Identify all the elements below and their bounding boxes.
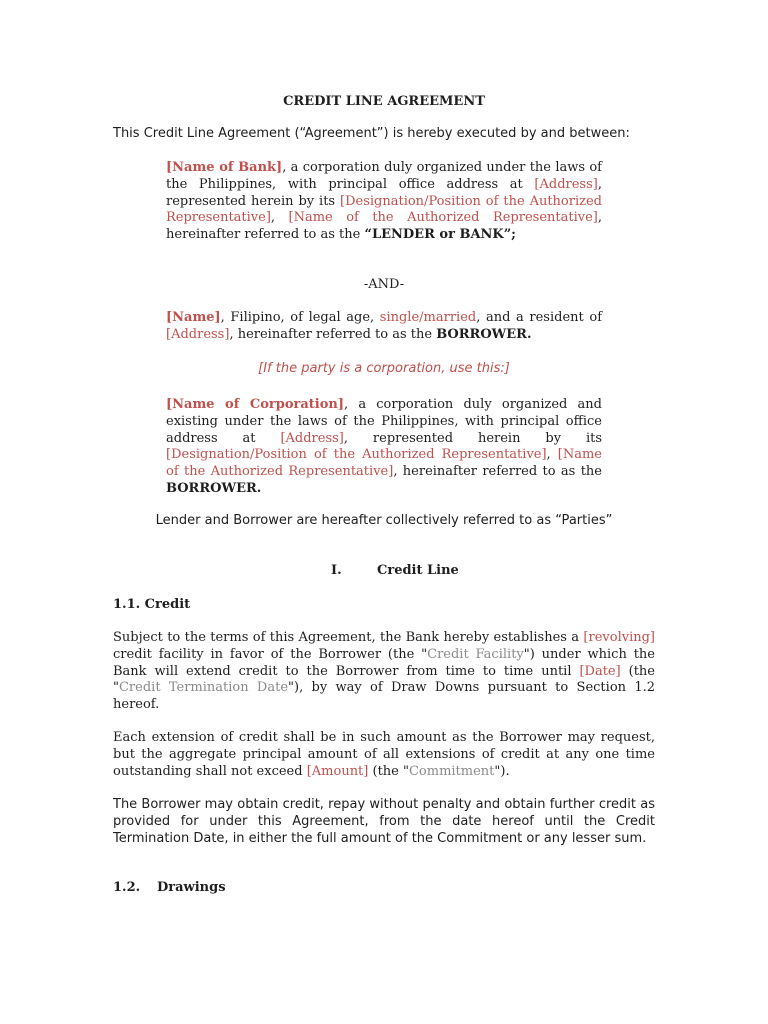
subsection-1-1-heading: 1.1. Credit xyxy=(113,597,191,612)
corp-designation-placeholder: [Designation/Position of the Authorized Representative] xyxy=(166,447,547,463)
amount-placeholder: [Amount] xyxy=(306,763,369,779)
credit-paragraph-2: Each extension of credit shall be in such amount as the Borrower may request, but the aggregate principal amount of all extensions of credit at any one time outstanding shall not exceed [Amount] (the "Commitment"). xyxy=(113,730,655,779)
credit-termination-date-term: Credit Termination Date xyxy=(118,680,289,696)
bank-name-placeholder: [Name of Bank] xyxy=(166,160,283,175)
bank-party-paragraph: [Name of Bank], a corporation duly organized under the laws of the Philippines, with principal office address at [Address], represented herein by its [Designation/Position of the Authorized Representative], [Name of the Authorized Representative], hereinafter referred to as the “LENDER or BANK”; xyxy=(166,160,603,243)
civil-status-placeholder: single/married xyxy=(379,310,477,325)
corp-borrower-label: BORROWER. xyxy=(166,480,262,496)
corp-rep-name-placeholder: [Name of the Authorized Representative] xyxy=(166,447,602,480)
lender-label: “LENDER or BANK”; xyxy=(364,227,516,243)
bank-rep-name-placeholder: [Name of the Authorized Representative] xyxy=(288,210,598,226)
borrower-address-placeholder: [Address] xyxy=(166,326,230,342)
revolving-placeholder: [revolving] xyxy=(583,630,655,645)
borrower-label: BORROWER. xyxy=(436,326,532,342)
credit-paragraph-3: The Borrower may obtain credit, repay without penalty and obtain further credit as provided for under this Agreement, from the date hereof until the Credit Termination Date, in either the full amount of the Commitment or any lesser sum. xyxy=(113,797,655,846)
corporation-note: [If the party is a corporation, use this:] xyxy=(258,361,510,376)
bank-address-placeholder: [Address] xyxy=(534,176,598,192)
borrower-corp-paragraph: [Name of Corporation], a corporation duly organized and existing under the laws of the Philippines, with principal office address at [Address], represented herein by its [Designation/Position of the Authorized Representative], [Name of the Authorized Representative], hereinafter referred to as the BORROWER. xyxy=(166,397,603,496)
and-separator: -AND- xyxy=(363,277,405,292)
intro-text: This Credit Line Agreement (“Agreement”) is hereby executed by and between: xyxy=(113,126,630,141)
borrower-name-placeholder: [Name] xyxy=(166,310,221,325)
document-title: CREDIT LINE AGREEMENT xyxy=(283,94,485,109)
date-placeholder: [Date] xyxy=(579,663,621,679)
bank-designation-placeholder: [Designation/Position of the Authorized Representative] xyxy=(166,193,602,226)
corp-address-placeholder: [Address] xyxy=(280,430,344,446)
borrower-individual-paragraph: [Name], Filipino, of legal age, single/married, and a resident of [Address], hereinafter referred to as the BORROWER. xyxy=(166,310,602,342)
section-one-heading: Credit Line xyxy=(377,563,459,578)
subsection-1-2-number: 1.2. xyxy=(113,880,141,895)
credit-facility-term: Credit Facility xyxy=(427,646,524,662)
section-one-numeral: I. xyxy=(331,563,342,578)
corporation-name-placeholder: [Name of Corporation] xyxy=(166,397,345,412)
credit-paragraph-1: Subject to the terms of this Agreement, the Bank hereby establishes a [revolving] credit facility in favor of the Borrower (the "Credit Facility") under which the Bank will extend credit to the Borrower from time to time until [Date] (the "Credit Termination Date"), by way of Draw Downs pursuant to Section 1.2 hereof. xyxy=(113,630,656,713)
commitment-term: Commitment xyxy=(408,763,495,779)
subsection-1-2-heading: Drawings xyxy=(157,880,226,895)
parties-line: Lender and Borrower are hereafter collectively referred to as “Parties” xyxy=(155,513,613,528)
